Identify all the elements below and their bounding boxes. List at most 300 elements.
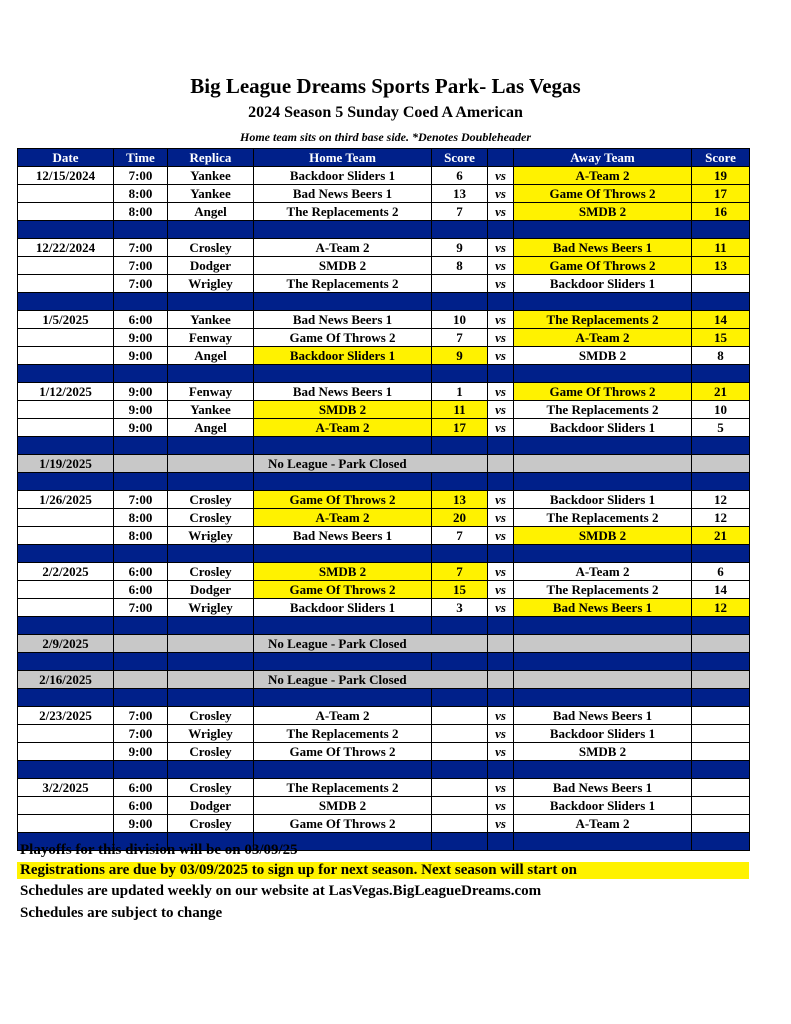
date-cell xyxy=(18,743,114,761)
vs-cell: vs xyxy=(488,383,514,401)
date-cell: 1/26/2025 xyxy=(18,491,114,509)
separator-cell xyxy=(254,545,432,563)
date-cell xyxy=(18,401,114,419)
separator-cell xyxy=(18,689,114,707)
game-row xyxy=(18,311,750,329)
separator-cell xyxy=(432,761,488,779)
separator-cell xyxy=(18,761,114,779)
game-row xyxy=(18,419,750,437)
away-team-cell xyxy=(514,671,692,689)
registration-note: Registrations are due by 03/09/2025 to sign up for next season. Next season will start on xyxy=(17,862,749,879)
separator-cell xyxy=(514,689,692,707)
away-score-cell: 5 xyxy=(692,419,750,437)
date-cell: 1/19/2025 xyxy=(18,455,114,473)
replica-cell: Dodger xyxy=(168,581,254,599)
time-cell: 8:00 xyxy=(114,527,168,545)
away-score-cell xyxy=(692,743,750,761)
separator-cell xyxy=(254,761,432,779)
replica-cell: Angel xyxy=(168,347,254,365)
header-vs xyxy=(488,149,514,167)
vs-cell: vs xyxy=(488,329,514,347)
away-score-cell xyxy=(692,797,750,815)
separator-cell xyxy=(168,617,254,635)
home-team-cell: Backdoor Sliders 1 xyxy=(254,599,432,617)
date-cell xyxy=(18,329,114,347)
home-score-cell xyxy=(432,815,488,833)
separator-cell xyxy=(692,293,750,311)
separator-cell xyxy=(432,545,488,563)
week-separator-row xyxy=(18,365,750,383)
separator-cell xyxy=(488,761,514,779)
replica-cell: Crosley xyxy=(168,707,254,725)
away-team-cell: The Replacements 2 xyxy=(514,509,692,527)
home-team-cell: Backdoor Sliders 1 xyxy=(254,347,432,365)
home-score-cell: 17 xyxy=(432,419,488,437)
date-cell xyxy=(18,257,114,275)
separator-cell xyxy=(432,689,488,707)
separator-cell xyxy=(514,293,692,311)
away-team-cell: Bad News Beers 1 xyxy=(514,239,692,257)
game-row xyxy=(18,509,750,527)
away-score-cell: 12 xyxy=(692,509,750,527)
separator-cell xyxy=(168,293,254,311)
week-separator-row xyxy=(18,293,750,311)
date-cell: 2/2/2025 xyxy=(18,563,114,581)
home-team-cell: SMDB 2 xyxy=(254,401,432,419)
park-closed-row xyxy=(18,635,750,653)
game-row xyxy=(18,401,750,419)
home-score-cell: 11 xyxy=(432,401,488,419)
separator-cell xyxy=(692,437,750,455)
separator-cell xyxy=(432,833,488,851)
away-score-cell xyxy=(692,779,750,797)
away-score-cell xyxy=(692,455,750,473)
date-cell: 3/2/2025 xyxy=(18,779,114,797)
vs-cell: vs xyxy=(488,581,514,599)
separator-cell xyxy=(514,545,692,563)
replica-cell: Wrigley xyxy=(168,527,254,545)
away-score-cell: 16 xyxy=(692,203,750,221)
separator-cell xyxy=(114,365,168,383)
vs-cell: vs xyxy=(488,203,514,221)
home-score-cell: 6 xyxy=(432,167,488,185)
separator-cell xyxy=(114,761,168,779)
vs-cell: vs xyxy=(488,779,514,797)
separator-cell xyxy=(254,689,432,707)
separator-cell xyxy=(18,437,114,455)
home-team-cell: Bad News Beers 1 xyxy=(254,527,432,545)
separator-cell xyxy=(514,617,692,635)
vs-cell: vs xyxy=(488,599,514,617)
home-score-cell: 10 xyxy=(432,311,488,329)
replica-cell: Angel xyxy=(168,203,254,221)
week-separator-row xyxy=(18,545,750,563)
separator-cell xyxy=(114,545,168,563)
replica-cell: Angel xyxy=(168,419,254,437)
away-team-cell: Backdoor Sliders 1 xyxy=(514,419,692,437)
game-row xyxy=(18,203,750,221)
park-closed-label: No League - Park Closed xyxy=(254,455,488,473)
separator-cell xyxy=(18,473,114,491)
time-cell: 8:00 xyxy=(114,203,168,221)
date-cell xyxy=(18,203,114,221)
separator-cell xyxy=(488,221,514,239)
away-score-cell xyxy=(692,635,750,653)
separator-cell xyxy=(168,545,254,563)
vs-cell: vs xyxy=(488,311,514,329)
separator-cell xyxy=(488,437,514,455)
vs-cell: vs xyxy=(488,185,514,203)
separator-cell xyxy=(432,653,488,671)
header-home-team: Home Team xyxy=(254,149,432,167)
game-row xyxy=(18,167,750,185)
time-cell: 7:00 xyxy=(114,599,168,617)
separator-cell xyxy=(168,437,254,455)
time-cell: 7:00 xyxy=(114,707,168,725)
separator-cell xyxy=(488,617,514,635)
home-team-cell: Game Of Throws 2 xyxy=(254,491,432,509)
away-team-cell: A-Team 2 xyxy=(514,167,692,185)
replica-cell: Crosley xyxy=(168,239,254,257)
away-team-cell: The Replacements 2 xyxy=(514,581,692,599)
game-row xyxy=(18,185,750,203)
separator-cell xyxy=(168,365,254,383)
separator-cell xyxy=(692,617,750,635)
separator-cell xyxy=(114,653,168,671)
replica-cell xyxy=(168,635,254,653)
home-score-cell: 7 xyxy=(432,203,488,221)
page-title: Big League Dreams Sports Park- Las Vegas xyxy=(190,74,581,98)
away-score-cell xyxy=(692,725,750,743)
replica-cell xyxy=(168,455,254,473)
separator-cell xyxy=(488,653,514,671)
week-separator-row xyxy=(18,437,750,455)
home-score-cell xyxy=(432,797,488,815)
separator-cell xyxy=(254,617,432,635)
separator-cell xyxy=(432,221,488,239)
home-score-cell xyxy=(432,779,488,797)
home-team-cell: Game Of Throws 2 xyxy=(254,581,432,599)
home-team-note: Home team sits on third base side. *Denotes Doubleheader xyxy=(240,130,531,144)
time-cell xyxy=(114,635,168,653)
replica-cell: Crosley xyxy=(168,563,254,581)
date-cell xyxy=(18,185,114,203)
away-score-cell: 21 xyxy=(692,383,750,401)
schedule-table xyxy=(17,148,750,851)
vs-cell: vs xyxy=(488,707,514,725)
home-team-cell: A-Team 2 xyxy=(254,239,432,257)
game-row xyxy=(18,491,750,509)
separator-cell xyxy=(254,293,432,311)
home-team-cell: Game Of Throws 2 xyxy=(254,743,432,761)
header-away-team: Away Team xyxy=(514,149,692,167)
away-team-cell: Game Of Throws 2 xyxy=(514,185,692,203)
time-cell: 6:00 xyxy=(114,581,168,599)
week-separator-row xyxy=(18,221,750,239)
replica-cell: Crosley xyxy=(168,779,254,797)
date-cell xyxy=(18,815,114,833)
header-time: Time xyxy=(114,149,168,167)
separator-cell xyxy=(432,473,488,491)
separator-cell xyxy=(692,221,750,239)
separator-cell xyxy=(692,545,750,563)
date-cell xyxy=(18,419,114,437)
separator-cell xyxy=(488,833,514,851)
website-note: Schedules are updated weekly on our website at LasVegas.BigLeagueDreams.com xyxy=(20,883,542,899)
home-score-cell: 8 xyxy=(432,257,488,275)
away-score-cell: 6 xyxy=(692,563,750,581)
time-cell: 8:00 xyxy=(114,185,168,203)
home-team-cell: A-Team 2 xyxy=(254,509,432,527)
time-cell xyxy=(114,455,168,473)
vs-cell: vs xyxy=(488,491,514,509)
vs-cell: vs xyxy=(488,401,514,419)
game-row xyxy=(18,725,750,743)
date-cell: 2/16/2025 xyxy=(18,671,114,689)
home-team-cell: SMDB 2 xyxy=(254,563,432,581)
away-team-cell: A-Team 2 xyxy=(514,563,692,581)
away-score-cell: 12 xyxy=(692,491,750,509)
separator-cell xyxy=(692,473,750,491)
date-cell xyxy=(18,509,114,527)
home-score-cell: 9 xyxy=(432,239,488,257)
game-row xyxy=(18,707,750,725)
date-cell: 12/22/2024 xyxy=(18,239,114,257)
home-score-cell: 15 xyxy=(432,581,488,599)
page-subtitle: 2024 Season 5 Sunday Coed A American xyxy=(248,104,523,121)
vs-cell: vs xyxy=(488,419,514,437)
vs-cell: vs xyxy=(488,257,514,275)
game-row xyxy=(18,599,750,617)
home-team-cell: The Replacements 2 xyxy=(254,203,432,221)
replica-cell: Crosley xyxy=(168,815,254,833)
time-cell: 9:00 xyxy=(114,815,168,833)
vs-cell: vs xyxy=(488,509,514,527)
home-team-cell: Backdoor Sliders 1 xyxy=(254,167,432,185)
time-cell: 9:00 xyxy=(114,383,168,401)
home-score-cell: 7 xyxy=(432,563,488,581)
separator-cell xyxy=(254,473,432,491)
home-score-cell: 7 xyxy=(432,329,488,347)
time-cell: 7:00 xyxy=(114,275,168,293)
separator-cell xyxy=(692,365,750,383)
game-row xyxy=(18,581,750,599)
separator-cell xyxy=(432,293,488,311)
disclaimer-note: Schedules are subject to change xyxy=(20,905,223,921)
game-row xyxy=(18,563,750,581)
home-score-cell xyxy=(432,707,488,725)
vs-cell xyxy=(488,635,514,653)
park-closed-row xyxy=(18,455,750,473)
separator-cell xyxy=(488,545,514,563)
replica-cell: Dodger xyxy=(168,257,254,275)
away-team-cell: SMDB 2 xyxy=(514,743,692,761)
away-score-cell xyxy=(692,707,750,725)
game-row xyxy=(18,329,750,347)
home-score-cell: 7 xyxy=(432,527,488,545)
home-team-cell: Game Of Throws 2 xyxy=(254,329,432,347)
separator-cell xyxy=(18,545,114,563)
away-score-cell xyxy=(692,815,750,833)
game-row xyxy=(18,797,750,815)
time-cell: 6:00 xyxy=(114,779,168,797)
time-cell: 9:00 xyxy=(114,419,168,437)
separator-cell xyxy=(692,689,750,707)
date-cell xyxy=(18,275,114,293)
separator-cell xyxy=(432,437,488,455)
game-row xyxy=(18,257,750,275)
time-cell: 7:00 xyxy=(114,491,168,509)
home-score-cell: 20 xyxy=(432,509,488,527)
header-home-score: Score xyxy=(432,149,488,167)
week-separator-row xyxy=(18,473,750,491)
away-team-cell: SMDB 2 xyxy=(514,527,692,545)
separator-cell xyxy=(168,761,254,779)
time-cell: 9:00 xyxy=(114,743,168,761)
date-cell: 1/12/2025 xyxy=(18,383,114,401)
time-cell: 7:00 xyxy=(114,257,168,275)
game-row xyxy=(18,779,750,797)
replica-cell: Dodger xyxy=(168,797,254,815)
separator-cell xyxy=(18,221,114,239)
header-row xyxy=(18,149,750,167)
home-team-cell: SMDB 2 xyxy=(254,257,432,275)
game-row xyxy=(18,383,750,401)
date-cell: 2/23/2025 xyxy=(18,707,114,725)
home-score-cell: 3 xyxy=(432,599,488,617)
vs-cell xyxy=(488,671,514,689)
away-team-cell: A-Team 2 xyxy=(514,815,692,833)
date-cell xyxy=(18,797,114,815)
replica-cell: Yankee xyxy=(168,185,254,203)
separator-cell xyxy=(168,221,254,239)
replica-cell: Yankee xyxy=(168,311,254,329)
vs-cell: vs xyxy=(488,815,514,833)
separator-cell xyxy=(18,653,114,671)
time-cell: 6:00 xyxy=(114,797,168,815)
vs-cell: vs xyxy=(488,563,514,581)
separator-cell xyxy=(514,473,692,491)
home-score-cell: 13 xyxy=(432,491,488,509)
separator-cell xyxy=(254,221,432,239)
away-score-cell: 14 xyxy=(692,311,750,329)
park-closed-row xyxy=(18,671,750,689)
away-team-cell: Bad News Beers 1 xyxy=(514,707,692,725)
park-closed-label: No League - Park Closed xyxy=(254,671,488,689)
separator-cell xyxy=(514,833,692,851)
away-score-cell: 14 xyxy=(692,581,750,599)
separator-cell xyxy=(254,437,432,455)
replica-cell: Wrigley xyxy=(168,725,254,743)
separator-cell xyxy=(692,653,750,671)
separator-cell xyxy=(488,473,514,491)
separator-cell xyxy=(114,689,168,707)
date-cell xyxy=(18,581,114,599)
home-team-cell: Bad News Beers 1 xyxy=(254,311,432,329)
schedule-body xyxy=(18,167,750,851)
header-replica: Replica xyxy=(168,149,254,167)
separator-cell xyxy=(514,221,692,239)
separator-cell xyxy=(514,365,692,383)
separator-cell xyxy=(18,365,114,383)
time-cell: 9:00 xyxy=(114,401,168,419)
home-team-cell: The Replacements 2 xyxy=(254,725,432,743)
away-score-cell: 17 xyxy=(692,185,750,203)
separator-cell xyxy=(488,293,514,311)
time-cell: 8:00 xyxy=(114,509,168,527)
away-team-cell: Bad News Beers 1 xyxy=(514,779,692,797)
away-score-cell: 21 xyxy=(692,527,750,545)
away-team-cell: Backdoor Sliders 1 xyxy=(514,275,692,293)
away-team-cell: Backdoor Sliders 1 xyxy=(514,725,692,743)
time-cell: 7:00 xyxy=(114,725,168,743)
away-score-cell: 19 xyxy=(692,167,750,185)
replica-cell: Wrigley xyxy=(168,275,254,293)
park-closed-label: No League - Park Closed xyxy=(254,635,488,653)
away-score-cell xyxy=(692,671,750,689)
separator-cell xyxy=(514,437,692,455)
vs-cell: vs xyxy=(488,527,514,545)
time-cell: 9:00 xyxy=(114,329,168,347)
away-team-cell xyxy=(514,455,692,473)
date-cell: 1/5/2025 xyxy=(18,311,114,329)
separator-cell xyxy=(18,293,114,311)
away-score-cell: 12 xyxy=(692,599,750,617)
separator-cell xyxy=(514,761,692,779)
game-row xyxy=(18,275,750,293)
separator-cell xyxy=(254,365,432,383)
date-cell xyxy=(18,599,114,617)
date-cell xyxy=(18,527,114,545)
week-separator-row xyxy=(18,617,750,635)
time-cell xyxy=(114,671,168,689)
away-team-cell xyxy=(514,635,692,653)
separator-cell xyxy=(514,653,692,671)
week-separator-row xyxy=(18,653,750,671)
week-separator-row xyxy=(18,761,750,779)
home-score-cell xyxy=(432,275,488,293)
home-score-cell: 9 xyxy=(432,347,488,365)
away-team-cell: The Replacements 2 xyxy=(514,401,692,419)
separator-cell xyxy=(692,833,750,851)
time-cell: 9:00 xyxy=(114,347,168,365)
away-team-cell: The Replacements 2 xyxy=(514,311,692,329)
vs-cell: vs xyxy=(488,797,514,815)
time-cell: 7:00 xyxy=(114,167,168,185)
away-team-cell: SMDB 2 xyxy=(514,203,692,221)
away-score-cell: 10 xyxy=(692,401,750,419)
home-score-cell: 1 xyxy=(432,383,488,401)
home-team-cell: Bad News Beers 1 xyxy=(254,185,432,203)
separator-cell xyxy=(254,653,432,671)
home-team-cell: A-Team 2 xyxy=(254,707,432,725)
game-row xyxy=(18,527,750,545)
header-away-score: Score xyxy=(692,149,750,167)
date-cell: 12/15/2024 xyxy=(18,167,114,185)
away-team-cell: Backdoor Sliders 1 xyxy=(514,797,692,815)
game-row xyxy=(18,743,750,761)
away-score-cell: 15 xyxy=(692,329,750,347)
away-score-cell: 13 xyxy=(692,257,750,275)
away-team-cell: Game Of Throws 2 xyxy=(514,257,692,275)
home-team-cell: The Replacements 2 xyxy=(254,779,432,797)
separator-cell xyxy=(168,653,254,671)
home-score-cell: 13 xyxy=(432,185,488,203)
date-cell xyxy=(18,725,114,743)
separator-cell xyxy=(114,617,168,635)
separator-cell xyxy=(488,365,514,383)
away-score-cell: 8 xyxy=(692,347,750,365)
